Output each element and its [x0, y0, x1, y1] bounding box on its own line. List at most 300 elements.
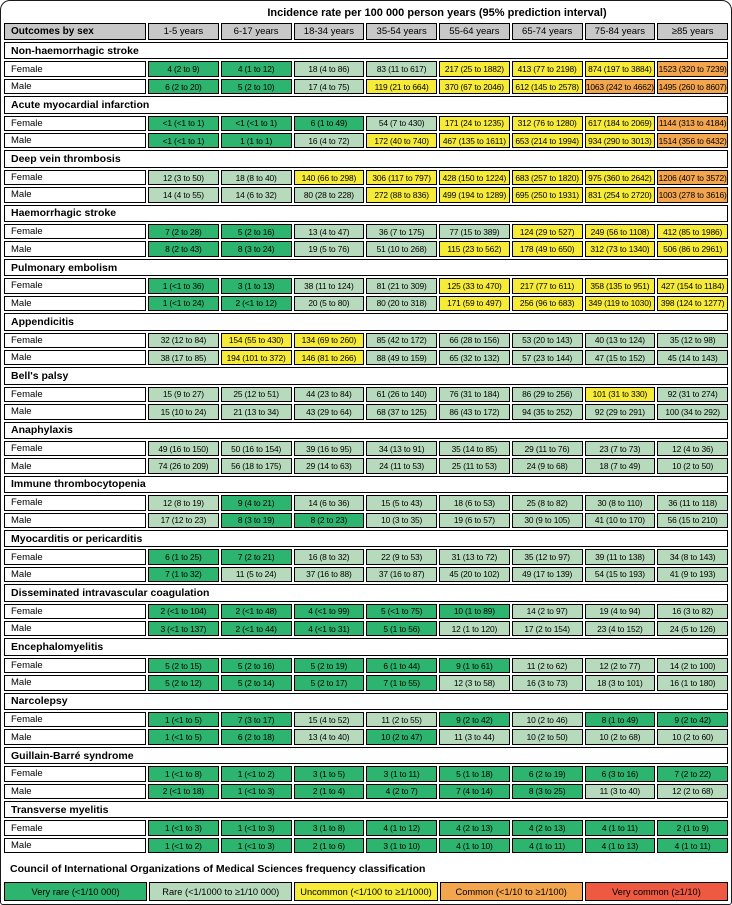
table-row	[4, 387, 728, 402]
incidence-cell: 7 (2 to 22)	[657, 766, 728, 781]
row-label: Female	[4, 549, 146, 564]
incidence-cell: 617 (184 to 2069)	[585, 116, 656, 131]
column-header: 18-34 years	[294, 23, 365, 40]
incidence-cell: 9 (2 to 42)	[439, 712, 510, 727]
incidence-cell: 101 (31 to 330)	[585, 387, 656, 402]
incidence-cell: 12 (2 to 68)	[657, 784, 728, 799]
table-row	[4, 350, 728, 365]
incidence-cell: 61 (26 to 140)	[366, 387, 437, 402]
row-label: Male	[4, 675, 146, 690]
incidence-cell: 306 (117 to 797)	[366, 170, 437, 185]
incidence-cell: 13 (4 to 40)	[294, 729, 365, 744]
table-row	[4, 404, 728, 419]
row-label: Male	[4, 621, 146, 636]
incidence-cell: <1 (<1 to 1)	[148, 116, 219, 131]
section-header: Deep vein thrombosis	[4, 150, 728, 167]
incidence-cell: 44 (23 to 84)	[294, 387, 365, 402]
incidence-cell: 146 (81 to 266)	[294, 350, 365, 365]
column-header: 35-54 years	[366, 23, 437, 40]
incidence-cell: 29 (14 to 63)	[294, 458, 365, 473]
column-header: 1-5 years	[148, 23, 219, 40]
incidence-cell: 88 (49 to 159)	[366, 350, 437, 365]
incidence-cell: 358 (135 to 951)	[585, 278, 656, 293]
incidence-cell: 35 (12 to 97)	[512, 549, 583, 564]
incidence-cell: 65 (32 to 132)	[439, 350, 510, 365]
incidence-cell: 17 (4 to 75)	[294, 79, 365, 94]
incidence-cell: 5 (2 to 14)	[221, 675, 292, 690]
incidence-cell: 21 (13 to 34)	[221, 404, 292, 419]
incidence-cell: 40 (13 to 124)	[585, 333, 656, 348]
incidence-cell: 272 (88 to 836)	[366, 187, 437, 202]
row-label: Female	[4, 333, 146, 348]
incidence-cell: 2 (<1 to 44)	[221, 621, 292, 636]
incidence-cell: 37 (16 to 88)	[294, 567, 365, 582]
incidence-cell: 2 (<1 to 104)	[148, 604, 219, 619]
incidence-cell: 9 (4 to 21)	[221, 495, 292, 510]
incidence-cell: 256 (96 to 683)	[512, 296, 583, 311]
incidence-cell: 16 (4 to 72)	[294, 133, 365, 148]
incidence-cell: 8 (3 to 25)	[512, 784, 583, 799]
table-row	[4, 567, 728, 582]
column-header: 55-64 years	[439, 23, 510, 40]
section-header: Bell's palsy	[4, 367, 728, 384]
incidence-cell: 4 (1 to 11)	[512, 838, 583, 853]
incidence-cell: 53 (20 to 143)	[512, 333, 583, 348]
incidence-cell: 36 (7 to 175)	[366, 224, 437, 239]
incidence-cell: 39 (16 to 95)	[294, 441, 365, 456]
incidence-cell: 10 (2 to 68)	[585, 729, 656, 744]
incidence-cell: 23 (4 to 152)	[585, 621, 656, 636]
incidence-cell: 15 (4 to 52)	[294, 712, 365, 727]
incidence-cell: 10 (2 to 46)	[512, 712, 583, 727]
incidence-cell: 1 (<1 to 36)	[148, 278, 219, 293]
section-header: Narcolepsy	[4, 693, 728, 710]
incidence-cell: 312 (76 to 1280)	[512, 116, 583, 131]
incidence-cell: 92 (29 to 291)	[585, 404, 656, 419]
incidence-cell: 41 (10 to 170)	[585, 513, 656, 528]
table-row	[4, 187, 728, 202]
row-label: Female	[4, 441, 146, 456]
incidence-cell: 4 (1 to 11)	[657, 838, 728, 853]
incidence-cell: 1063 (242 to 4662)	[585, 79, 656, 94]
incidence-cell: 24 (9 to 68)	[512, 458, 583, 473]
incidence-cell: 178 (49 to 650)	[512, 241, 583, 256]
incidence-cell: 975 (360 to 2642)	[585, 170, 656, 185]
incidence-cell: 115 (23 to 562)	[439, 241, 510, 256]
table-row	[4, 79, 728, 94]
incidence-cell: 19 (4 to 94)	[585, 604, 656, 619]
incidence-cell: 24 (11 to 53)	[366, 458, 437, 473]
column-header: 75-84 years	[585, 23, 656, 40]
row-label: Female	[4, 278, 146, 293]
section-header: Acute myocardial infarction	[4, 96, 728, 113]
incidence-cell: 12 (4 to 36)	[657, 441, 728, 456]
section-header: Disseminated intravascular coagulation	[4, 584, 728, 601]
incidence-cell: 4 (2 to 13)	[439, 820, 510, 835]
incidence-cell: 25 (12 to 51)	[221, 387, 292, 402]
incidence-cell: 1 (<1 to 2)	[221, 766, 292, 781]
incidence-cell: 370 (67 to 2046)	[439, 79, 510, 94]
incidence-cell: 68 (37 to 125)	[366, 404, 437, 419]
row-label: Male	[4, 79, 146, 94]
table-row	[4, 133, 728, 148]
incidence-cell: 612 (145 to 2578)	[512, 79, 583, 94]
row-label: Female	[4, 766, 146, 781]
outcomes-by-sex-header: Outcomes by sex	[4, 23, 146, 40]
row-label: Male	[4, 187, 146, 202]
incidence-cell: 80 (28 to 228)	[294, 187, 365, 202]
incidence-cell: 653 (214 to 1994)	[512, 133, 583, 148]
incidence-cell: 74 (26 to 209)	[148, 458, 219, 473]
table-row	[4, 621, 728, 636]
incidence-cell: 16 (3 to 82)	[657, 604, 728, 619]
incidence-cell: 7 (1 to 55)	[366, 675, 437, 690]
section-header: Guillain-Barré syndrome	[4, 747, 728, 764]
table-row	[4, 441, 728, 456]
incidence-cell: 5 (2 to 19)	[294, 658, 365, 673]
table-row	[4, 495, 728, 510]
incidence-cell: 10 (3 to 35)	[366, 513, 437, 528]
incidence-cell: 12 (1 to 120)	[439, 621, 510, 636]
row-label: Male	[4, 404, 146, 419]
incidence-cell: 3 (1 to 8)	[294, 820, 365, 835]
incidence-cell: 1 (<1 to 24)	[148, 296, 219, 311]
table-row	[4, 278, 728, 293]
incidence-cell: 427 (154 to 1184)	[657, 278, 728, 293]
incidence-cell: 37 (16 to 87)	[366, 567, 437, 582]
incidence-cell: 8 (2 to 43)	[148, 241, 219, 256]
incidence-cell: 4 (1 to 10)	[439, 838, 510, 853]
incidence-cell: 19 (6 to 57)	[439, 513, 510, 528]
incidence-cell: 11 (2 to 55)	[366, 712, 437, 727]
incidence-cell: 398 (124 to 1277)	[657, 296, 728, 311]
incidence-cell: 4 (2 to 9)	[148, 61, 219, 76]
incidence-cell: 15 (9 to 27)	[148, 387, 219, 402]
incidence-cell: 1 (<1 to 5)	[148, 712, 219, 727]
table-row	[4, 224, 728, 239]
incidence-cell: 17 (2 to 154)	[512, 621, 583, 636]
incidence-cell: 3 (1 to 10)	[366, 838, 437, 853]
incidence-cell: 25 (8 to 82)	[512, 495, 583, 510]
incidence-cell: 24 (5 to 126)	[657, 621, 728, 636]
incidence-cell: 31 (13 to 72)	[439, 549, 510, 564]
incidence-cell: 18 (6 to 53)	[439, 495, 510, 510]
incidence-cell: 3 (1 to 13)	[221, 278, 292, 293]
incidence-cell: 428 (150 to 1224)	[439, 170, 510, 185]
incidence-cell: 217 (77 to 611)	[512, 278, 583, 293]
incidence-cell: 43 (29 to 64)	[294, 404, 365, 419]
incidence-cell: 8 (3 to 19)	[221, 513, 292, 528]
incidence-cell: 56 (15 to 210)	[657, 513, 728, 528]
incidence-cell: 5 (2 to 16)	[221, 224, 292, 239]
column-header: 6-17 years	[221, 23, 292, 40]
incidence-cell: 6 (2 to 20)	[148, 79, 219, 94]
incidence-cell: 50 (16 to 154)	[221, 441, 292, 456]
incidence-cell: 119 (21 to 664)	[366, 79, 437, 94]
incidence-cell: 86 (29 to 256)	[512, 387, 583, 402]
incidence-cell: 38 (17 to 85)	[148, 350, 219, 365]
incidence-cell: 80 (20 to 318)	[366, 296, 437, 311]
incidence-cell: 1 (<1 to 3)	[221, 820, 292, 835]
incidence-cell: 1206 (407 to 3572)	[657, 170, 728, 185]
incidence-cell: 154 (55 to 430)	[221, 333, 292, 348]
incidence-cell: 10 (2 to 60)	[657, 729, 728, 744]
incidence-cell: 4 (1 to 13)	[585, 838, 656, 853]
row-label: Male	[4, 458, 146, 473]
incidence-cell: 11 (5 to 24)	[221, 567, 292, 582]
legend-item: Common (<1/10 to ≥1/100)	[440, 882, 583, 901]
column-header: ≥85 years	[657, 23, 728, 40]
incidence-cell: 94 (35 to 252)	[512, 404, 583, 419]
incidence-cell: 10 (2 to 50)	[657, 458, 728, 473]
incidence-cell: 12 (2 to 77)	[585, 658, 656, 673]
incidence-cell: 4 (1 to 11)	[585, 820, 656, 835]
incidence-cell: 349 (119 to 1030)	[585, 296, 656, 311]
classification-legend	[4, 882, 728, 901]
incidence-cell: 4 (<1 to 31)	[294, 621, 365, 636]
incidence-cell: 5 (1 to 18)	[439, 766, 510, 781]
incidence-cell: 15 (10 to 24)	[148, 404, 219, 419]
row-label: Male	[4, 784, 146, 799]
incidence-cell: 11 (2 to 62)	[512, 658, 583, 673]
incidence-cell: 18 (3 to 101)	[585, 675, 656, 690]
row-label: Male	[4, 296, 146, 311]
table-row	[4, 604, 728, 619]
column-header: 65-74 years	[512, 23, 583, 40]
incidence-cell: 467 (135 to 1611)	[439, 133, 510, 148]
incidence-cell: 14 (2 to 100)	[657, 658, 728, 673]
incidence-cell: 6 (2 to 19)	[512, 766, 583, 781]
incidence-cell: 12 (8 to 19)	[148, 495, 219, 510]
row-label: Female	[4, 170, 146, 185]
incidence-cell: 3 (1 to 5)	[294, 766, 365, 781]
incidence-cell: 140 (66 to 298)	[294, 170, 365, 185]
incidence-cell: 10 (2 to 50)	[512, 729, 583, 744]
table-row	[4, 712, 728, 727]
row-label: Male	[4, 350, 146, 365]
table-row	[4, 658, 728, 673]
incidence-cell: 10 (2 to 47)	[366, 729, 437, 744]
incidence-cell: 934 (290 to 3013)	[585, 133, 656, 148]
incidence-cell: 54 (15 to 193)	[585, 567, 656, 582]
table-row	[4, 838, 728, 853]
section-header: Appendicitis	[4, 313, 728, 330]
incidence-cell: 6 (1 to 49)	[294, 116, 365, 131]
incidence-cell: 14 (4 to 55)	[148, 187, 219, 202]
table-row	[4, 170, 728, 185]
incidence-cell: 76 (31 to 184)	[439, 387, 510, 402]
row-label: Male	[4, 133, 146, 148]
incidence-cell: 6 (3 to 16)	[585, 766, 656, 781]
incidence-cell: 171 (59 to 497)	[439, 296, 510, 311]
incidence-cell: 13 (4 to 47)	[294, 224, 365, 239]
incidence-cell: 22 (9 to 53)	[366, 549, 437, 564]
legend-item: Rare (<1/1000 to ≥1/10 000)	[149, 882, 292, 901]
table-row	[4, 61, 728, 76]
row-label: Male	[4, 729, 146, 744]
incidence-cell: 14 (2 to 97)	[512, 604, 583, 619]
incidence-cell: 5 (1 to 56)	[366, 621, 437, 636]
incidence-cell: 125 (33 to 470)	[439, 278, 510, 293]
row-label: Female	[4, 712, 146, 727]
table-row	[4, 333, 728, 348]
incidence-cell: 1144 (313 to 4184)	[657, 116, 728, 131]
figure-title: Incidence rate per 100 000 person years (95% prediction interval)	[267, 6, 607, 19]
table-row	[4, 458, 728, 473]
incidence-cell: 85 (42 to 172)	[366, 333, 437, 348]
incidence-cell: 124 (29 to 527)	[512, 224, 583, 239]
incidence-cell: 5 (2 to 12)	[148, 675, 219, 690]
incidence-cell: 29 (11 to 76)	[512, 441, 583, 456]
row-label: Male	[4, 838, 146, 853]
incidence-cell: 831 (254 to 2720)	[585, 187, 656, 202]
incidence-cell: 51 (10 to 268)	[366, 241, 437, 256]
incidence-cell: 312 (73 to 1340)	[585, 241, 656, 256]
legend-item: Very rare (<1/10 000)	[4, 882, 147, 901]
incidence-cell: 47 (15 to 152)	[585, 350, 656, 365]
incidence-cell: 36 (11 to 118)	[657, 495, 728, 510]
table-row	[4, 296, 728, 311]
incidence-cell: 9 (1 to 61)	[439, 658, 510, 673]
table-row	[4, 820, 728, 835]
table-row	[4, 729, 728, 744]
incidence-cell: 83 (11 to 617)	[366, 61, 437, 76]
incidence-cell: 1 (<1 to 3)	[221, 838, 292, 853]
incidence-cell: 57 (23 to 144)	[512, 350, 583, 365]
row-label: Female	[4, 224, 146, 239]
section-header: Transverse myelitis	[4, 801, 728, 818]
table-row	[4, 513, 728, 528]
incidence-cell: 34 (8 to 143)	[657, 549, 728, 564]
incidence-cell: 194 (101 to 372)	[221, 350, 292, 365]
row-label: Male	[4, 241, 146, 256]
incidence-cell: 81 (21 to 309)	[366, 278, 437, 293]
legend-item: Uncommon (<1/100 to ≥1/1000)	[294, 882, 437, 901]
legend-title: Council of International Organizations of Medical Sciences frequency classification	[10, 863, 426, 876]
incidence-cell: 7 (2 to 28)	[148, 224, 219, 239]
incidence-cell: 34 (13 to 91)	[366, 441, 437, 456]
incidence-cell: 4 (2 to 7)	[366, 784, 437, 799]
incidence-cell: 11 (3 to 40)	[585, 784, 656, 799]
incidence-cell: 1003 (278 to 3616)	[657, 187, 728, 202]
incidence-cell: 66 (28 to 156)	[439, 333, 510, 348]
incidence-cell: 20 (5 to 80)	[294, 296, 365, 311]
incidence-cell: 3 (<1 to 137)	[148, 621, 219, 636]
incidence-cell: 3 (1 to 11)	[366, 766, 437, 781]
incidence-cell: 54 (7 to 430)	[366, 116, 437, 131]
incidence-cell: 217 (25 to 1882)	[439, 61, 510, 76]
incidence-cell: 7 (4 to 14)	[439, 784, 510, 799]
table-row	[4, 766, 728, 781]
incidence-cell: 12 (3 to 50)	[148, 170, 219, 185]
incidence-cell: 5 (2 to 10)	[221, 79, 292, 94]
incidence-cell: 15 (5 to 43)	[366, 495, 437, 510]
incidence-cell: 134 (69 to 260)	[294, 333, 365, 348]
incidence-cell: 17 (12 to 23)	[148, 513, 219, 528]
row-label: Female	[4, 116, 146, 131]
incidence-cell: 1523 (320 to 7239)	[657, 61, 728, 76]
incidence-cell: 1 (<1 to 3)	[148, 820, 219, 835]
incidence-cell: 25 (11 to 53)	[439, 458, 510, 473]
incidence-cell: 19 (5 to 76)	[294, 241, 365, 256]
incidence-cell: 16 (8 to 32)	[294, 549, 365, 564]
column-header-row	[4, 23, 728, 40]
incidence-cell: 2 (<1 to 48)	[221, 604, 292, 619]
incidence-cell: 4 (1 to 12)	[366, 820, 437, 835]
table-row	[4, 784, 728, 799]
incidence-cell: 5 (2 to 15)	[148, 658, 219, 673]
incidence-cell: 6 (1 to 25)	[148, 549, 219, 564]
incidence-cell: 35 (12 to 98)	[657, 333, 728, 348]
row-label: Male	[4, 513, 146, 528]
incidence-cell: 49 (17 to 139)	[512, 567, 583, 582]
table-row	[4, 116, 728, 131]
incidence-cell: 9 (2 to 42)	[657, 712, 728, 727]
section-header: Non-haemorrhagic stroke	[4, 42, 728, 59]
incidence-cell: 86 (43 to 172)	[439, 404, 510, 419]
incidence-cell: 14 (6 to 36)	[294, 495, 365, 510]
incidence-cell: 1 (<1 to 8)	[148, 766, 219, 781]
incidence-cell: 506 (86 to 2961)	[657, 241, 728, 256]
section-header: Pulmonary embolism	[4, 259, 728, 276]
row-label: Male	[4, 567, 146, 582]
incidence-cell: 49 (16 to 150)	[148, 441, 219, 456]
incidence-cell: 171 (24 to 1235)	[439, 116, 510, 131]
incidence-cell: <1 (<1 to 1)	[148, 133, 219, 148]
incidence-cell: 1 (<1 to 5)	[148, 729, 219, 744]
incidence-cell: 77 (15 to 389)	[439, 224, 510, 239]
incidence-cell: 6 (1 to 44)	[366, 658, 437, 673]
incidence-cell: 92 (31 to 274)	[657, 387, 728, 402]
incidence-cell: 2 (1 to 9)	[657, 820, 728, 835]
incidence-cell: 7 (3 to 17)	[221, 712, 292, 727]
incidence-cell: 41 (9 to 193)	[657, 567, 728, 582]
section-header: Haemorrhagic stroke	[4, 205, 728, 222]
incidence-cell: 39 (11 to 138)	[585, 549, 656, 564]
incidence-cell: 23 (7 to 73)	[585, 441, 656, 456]
section-header: Anaphylaxis	[4, 422, 728, 439]
row-label: Female	[4, 604, 146, 619]
incidence-cell: 6 (2 to 18)	[221, 729, 292, 744]
incidence-cell: 38 (11 to 124)	[294, 278, 365, 293]
incidence-cell: 18 (7 to 49)	[585, 458, 656, 473]
incidence-cell: 45 (14 to 143)	[657, 350, 728, 365]
incidence-cell: 8 (1 to 49)	[585, 712, 656, 727]
incidence-cell: 413 (77 to 2198)	[512, 61, 583, 76]
incidence-cell: 30 (8 to 110)	[585, 495, 656, 510]
incidence-cell: 18 (8 to 40)	[221, 170, 292, 185]
legend-item: Very common (≥1/10)	[585, 882, 728, 901]
incidence-cell: 2 (1 to 4)	[294, 784, 365, 799]
table-row	[4, 549, 728, 564]
incidence-cell: 412 (85 to 1986)	[657, 224, 728, 239]
row-label: Female	[4, 61, 146, 76]
incidence-cell: 32 (12 to 84)	[148, 333, 219, 348]
incidence-cell: 1 (<1 to 2)	[148, 838, 219, 853]
incidence-cell: 56 (18 to 175)	[221, 458, 292, 473]
incidence-cell: 874 (197 to 3884)	[585, 61, 656, 76]
incidence-cell: 2 (1 to 6)	[294, 838, 365, 853]
incidence-cell: 1 (<1 to 3)	[221, 784, 292, 799]
incidence-cell: 249 (56 to 1108)	[585, 224, 656, 239]
table-row	[4, 241, 728, 256]
incidence-cell: 18 (4 to 86)	[294, 61, 365, 76]
incidence-cell: 2 (<1 to 12)	[221, 296, 292, 311]
incidence-cell: 8 (3 to 24)	[221, 241, 292, 256]
incidence-cell: 2 (<1 to 18)	[148, 784, 219, 799]
row-label: Female	[4, 658, 146, 673]
section-header: Immune thrombocytopenia	[4, 476, 728, 493]
